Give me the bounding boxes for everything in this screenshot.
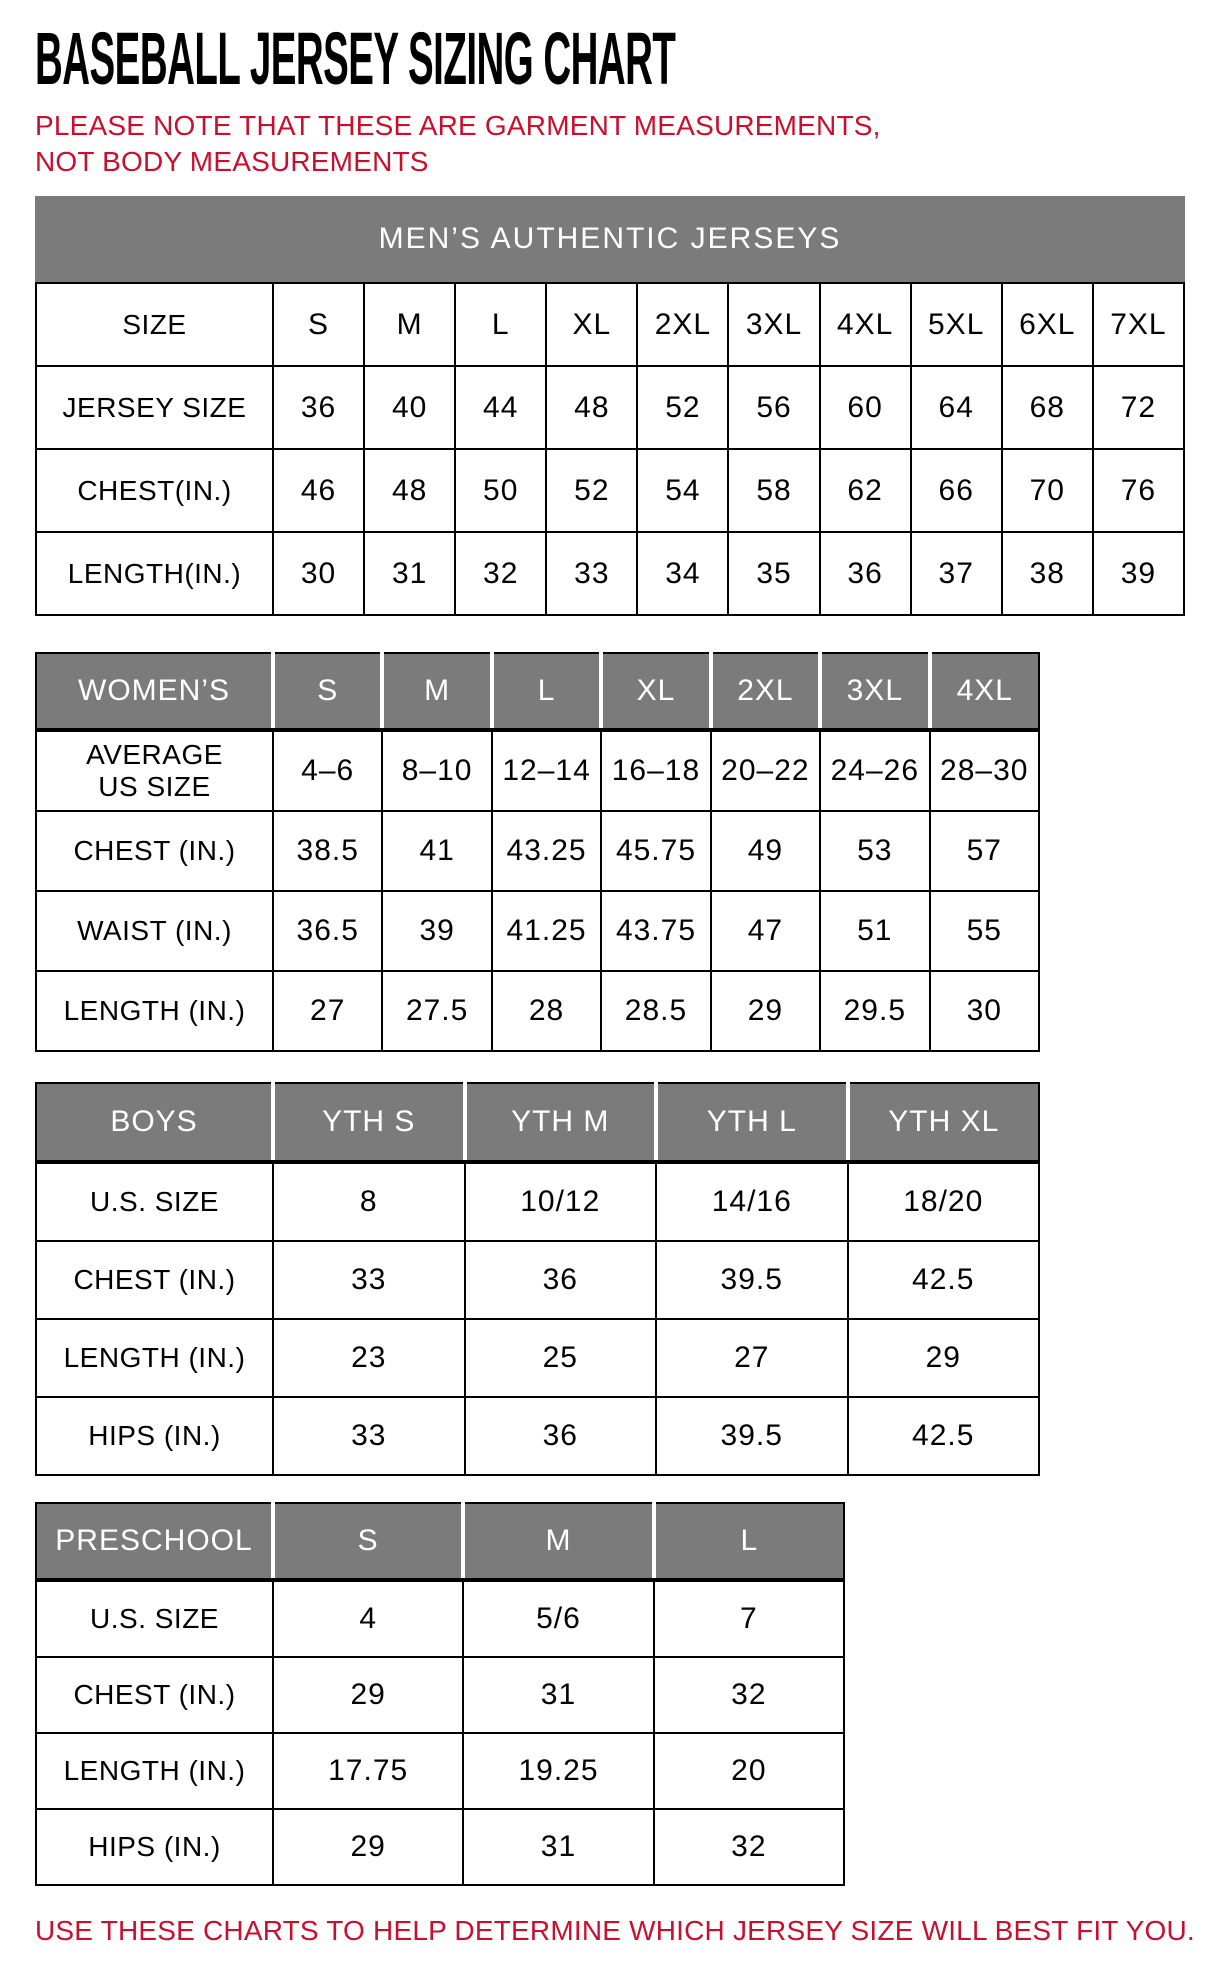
size-cell: 29 bbox=[711, 971, 820, 1051]
size-cell: 2XL bbox=[637, 283, 728, 366]
size-cell: 72 bbox=[1093, 366, 1184, 449]
table-row bbox=[36, 1241, 1039, 1319]
row-label bbox=[36, 730, 273, 811]
row-label: SIZE bbox=[36, 283, 273, 366]
womens-size-table bbox=[35, 652, 1040, 1052]
table-row bbox=[36, 1397, 1039, 1475]
size-cell: M bbox=[364, 283, 455, 366]
column-header: L bbox=[654, 1503, 844, 1580]
size-cell: 27 bbox=[273, 971, 382, 1051]
size-cell: 44 bbox=[455, 366, 546, 449]
row-label: LENGTH (IN.) bbox=[36, 1319, 273, 1397]
size-cell: 57 bbox=[930, 811, 1039, 891]
row-label: CHEST (IN.) bbox=[36, 1657, 273, 1733]
column-header: YTH M bbox=[465, 1083, 657, 1162]
size-cell: 27.5 bbox=[382, 971, 491, 1051]
table-header-row bbox=[36, 653, 1039, 730]
mens-size-table bbox=[35, 282, 1185, 616]
size-cell: 40 bbox=[364, 366, 455, 449]
column-header: 4XL bbox=[930, 653, 1039, 730]
size-cell: 64 bbox=[911, 366, 1002, 449]
size-cell: 52 bbox=[546, 449, 637, 532]
size-cell: 36 bbox=[273, 366, 364, 449]
size-cell: 42.5 bbox=[848, 1241, 1040, 1319]
size-cell: 30 bbox=[930, 971, 1039, 1051]
mens-table-banner bbox=[35, 196, 1185, 282]
size-cell: 17.75 bbox=[273, 1733, 463, 1809]
size-cell: 43.25 bbox=[492, 811, 601, 891]
size-cell: 25 bbox=[465, 1319, 657, 1397]
table-row bbox=[36, 449, 1184, 532]
size-cell: 51 bbox=[820, 891, 929, 971]
column-header: 2XL bbox=[711, 653, 820, 730]
size-cell: 42.5 bbox=[848, 1397, 1040, 1475]
size-cell: 37 bbox=[911, 532, 1002, 615]
table-row bbox=[36, 891, 1039, 971]
size-cell: 29 bbox=[848, 1319, 1040, 1397]
size-cell: 5/6 bbox=[463, 1580, 653, 1657]
column-header: XL bbox=[601, 653, 710, 730]
table-row bbox=[36, 366, 1184, 449]
size-cell: 24–26 bbox=[820, 730, 929, 811]
size-cell: 43.75 bbox=[601, 891, 710, 971]
row-label: CHEST (IN.) bbox=[36, 1241, 273, 1319]
table-row bbox=[36, 283, 1184, 366]
size-cell: 52 bbox=[637, 366, 728, 449]
size-cell: 36 bbox=[820, 532, 911, 615]
table-row bbox=[36, 971, 1039, 1051]
size-cell: 20 bbox=[654, 1733, 844, 1809]
size-cell: 18/20 bbox=[848, 1162, 1040, 1241]
row-label: CHEST(IN.) bbox=[36, 449, 273, 532]
mens-table-title: MEN’S AUTHENTIC JERSEYS bbox=[378, 222, 842, 255]
size-cell: 33 bbox=[273, 1241, 465, 1319]
size-cell: 4–6 bbox=[273, 730, 382, 811]
size-cell: 54 bbox=[637, 449, 728, 532]
size-cell: 8 bbox=[273, 1162, 465, 1241]
size-cell: 70 bbox=[1002, 449, 1093, 532]
size-cell: 58 bbox=[728, 449, 819, 532]
row-label: HIPS (IN.) bbox=[36, 1397, 273, 1475]
size-cell: 3XL bbox=[728, 283, 819, 366]
size-cell: 16–18 bbox=[601, 730, 710, 811]
size-cell: 41.25 bbox=[492, 891, 601, 971]
size-cell: 47 bbox=[711, 891, 820, 971]
table-row bbox=[36, 1809, 844, 1885]
row-label: LENGTH(IN.) bbox=[36, 532, 273, 615]
column-header: M bbox=[463, 1503, 653, 1580]
row-label-text: AVERAGE US SIZE bbox=[86, 738, 223, 802]
size-cell: 50 bbox=[455, 449, 546, 532]
size-cell: 46 bbox=[273, 449, 364, 532]
size-cell: 76 bbox=[1093, 449, 1184, 532]
size-cell: 38.5 bbox=[273, 811, 382, 891]
size-cell: 33 bbox=[273, 1397, 465, 1475]
size-cell: 32 bbox=[455, 532, 546, 615]
size-cell: 28–30 bbox=[930, 730, 1039, 811]
row-label: HIPS (IN.) bbox=[36, 1809, 273, 1885]
table-header-row bbox=[36, 1503, 844, 1580]
size-cell: 49 bbox=[711, 811, 820, 891]
size-cell: 12–14 bbox=[492, 730, 601, 811]
size-cell: 66 bbox=[911, 449, 1002, 532]
size-cell: 14/16 bbox=[656, 1162, 848, 1241]
size-cell: 32 bbox=[654, 1809, 844, 1885]
column-header: S bbox=[273, 653, 382, 730]
size-cell: 6XL bbox=[1002, 283, 1093, 366]
column-header: YTH XL bbox=[848, 1083, 1040, 1162]
size-cell: 34 bbox=[637, 532, 728, 615]
size-cell: 36.5 bbox=[273, 891, 382, 971]
size-cell: 4XL bbox=[820, 283, 911, 366]
table-row bbox=[36, 532, 1184, 615]
size-cell: 29 bbox=[273, 1809, 463, 1885]
size-cell: 39 bbox=[382, 891, 491, 971]
size-cell: 35 bbox=[728, 532, 819, 615]
row-label: U.S. SIZE bbox=[36, 1162, 273, 1241]
size-cell: 55 bbox=[930, 891, 1039, 971]
size-cell: 45.75 bbox=[601, 811, 710, 891]
column-header: M bbox=[382, 653, 491, 730]
row-label: LENGTH (IN.) bbox=[36, 1733, 273, 1809]
size-cell: 31 bbox=[463, 1657, 653, 1733]
size-cell: 62 bbox=[820, 449, 911, 532]
size-cell: 60 bbox=[820, 366, 911, 449]
size-cell: 30 bbox=[273, 532, 364, 615]
size-cell: 4 bbox=[273, 1580, 463, 1657]
garment-measurement-note: PLEASE NOTE THAT THESE ARE GARMENT MEASUREMENTS, NOT BODY MEASUREMENTS bbox=[35, 110, 881, 177]
size-cell: 48 bbox=[364, 449, 455, 532]
table-row bbox=[36, 1162, 1039, 1241]
row-label: CHEST (IN.) bbox=[36, 811, 273, 891]
table-corner-header: WOMEN’S bbox=[36, 653, 273, 730]
size-cell: 39.5 bbox=[656, 1397, 848, 1475]
size-cell: 8–10 bbox=[382, 730, 491, 811]
size-cell: 33 bbox=[546, 532, 637, 615]
page-title: BASEBALL JERSEY SIZING CHART bbox=[35, 17, 676, 100]
size-cell: 48 bbox=[546, 366, 637, 449]
table-row bbox=[36, 730, 1039, 811]
row-label: JERSEY SIZE bbox=[36, 366, 273, 449]
size-cell: 39 bbox=[1093, 532, 1184, 615]
size-cell: L bbox=[455, 283, 546, 366]
size-cell: 29 bbox=[273, 1657, 463, 1733]
size-cell: 19.25 bbox=[463, 1733, 653, 1809]
table-corner-header: BOYS bbox=[36, 1083, 273, 1162]
row-label: U.S. SIZE bbox=[36, 1580, 273, 1657]
table-corner-header: PRESCHOOL bbox=[36, 1503, 273, 1580]
size-cell: 28.5 bbox=[601, 971, 710, 1051]
page-title-row bbox=[35, 17, 1220, 100]
table-header-row bbox=[36, 1083, 1039, 1162]
size-cell: 27 bbox=[656, 1319, 848, 1397]
size-cell: 39.5 bbox=[656, 1241, 848, 1319]
preschool-size-table bbox=[35, 1502, 845, 1886]
size-cell: 36 bbox=[465, 1241, 657, 1319]
table-row bbox=[36, 1657, 844, 1733]
column-header: L bbox=[492, 653, 601, 730]
size-cell: 20–22 bbox=[711, 730, 820, 811]
size-cell: 68 bbox=[1002, 366, 1093, 449]
table-row bbox=[36, 1319, 1039, 1397]
column-header: YTH L bbox=[656, 1083, 848, 1162]
boys-size-table bbox=[35, 1082, 1040, 1476]
size-cell: 5XL bbox=[911, 283, 1002, 366]
size-cell: 56 bbox=[728, 366, 819, 449]
column-header: S bbox=[273, 1503, 463, 1580]
table-row bbox=[36, 811, 1039, 891]
size-cell: 53 bbox=[820, 811, 929, 891]
row-label: LENGTH (IN.) bbox=[36, 971, 273, 1051]
size-cell: 29.5 bbox=[820, 971, 929, 1051]
size-cell: 41 bbox=[382, 811, 491, 891]
column-header: 3XL bbox=[820, 653, 929, 730]
footer-note: USE THESE CHARTS TO HELP DETERMINE WHICH JERSEY SIZE WILL BEST FIT YOU. bbox=[35, 1915, 1195, 1946]
size-cell: 28 bbox=[492, 971, 601, 1051]
size-cell: 7XL bbox=[1093, 283, 1184, 366]
size-cell: XL bbox=[546, 283, 637, 366]
size-cell: 38 bbox=[1002, 532, 1093, 615]
row-label: WAIST (IN.) bbox=[36, 891, 273, 971]
column-header: YTH S bbox=[273, 1083, 465, 1162]
size-cell: 31 bbox=[463, 1809, 653, 1885]
table-row bbox=[36, 1580, 844, 1657]
size-cell: 7 bbox=[654, 1580, 844, 1657]
table-row bbox=[36, 1733, 844, 1809]
size-cell: 31 bbox=[364, 532, 455, 615]
size-cell: 10/12 bbox=[465, 1162, 657, 1241]
size-cell: 32 bbox=[654, 1657, 844, 1733]
size-cell: 36 bbox=[465, 1397, 657, 1475]
size-cell: S bbox=[273, 283, 364, 366]
size-cell: 23 bbox=[273, 1319, 465, 1397]
